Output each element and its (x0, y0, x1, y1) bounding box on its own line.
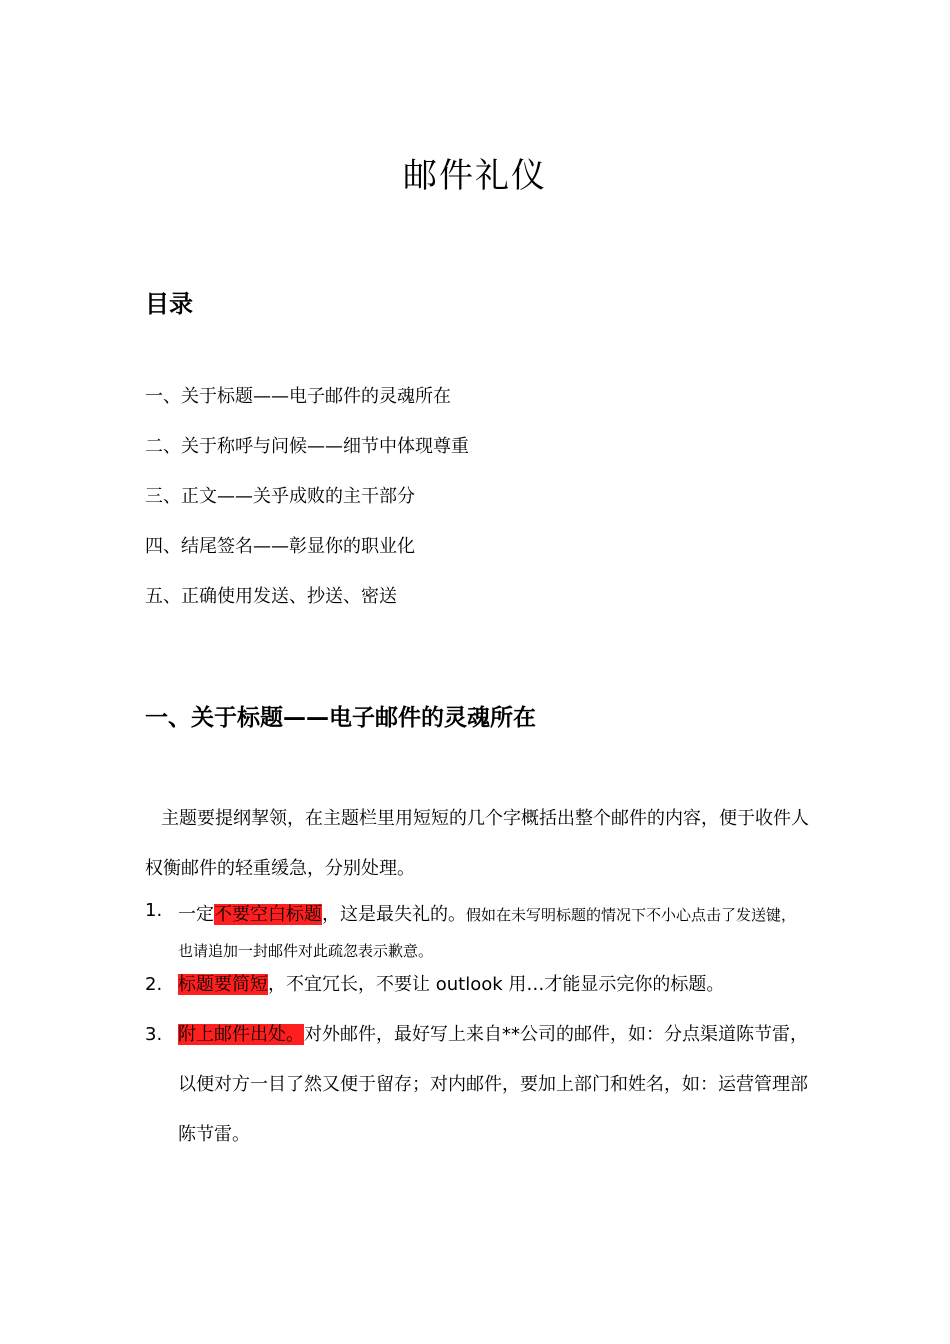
item-number: 2. (145, 974, 163, 995)
toc-item: 四、结尾签名——彰显你的职业化 (145, 536, 415, 557)
toc-item: 五、正确使用发送、抄送、密送 (145, 586, 397, 607)
highlighted-phrase: 标题要简短 (178, 974, 268, 995)
item-text-rest: 对外邮件，最好写上来自**公司的邮件，如：分点渠道陈节雷，以便对方一目了然又便于留存；对内邮件，要加上部门和姓名，如：运营管理部陈节雷。 (178, 1024, 808, 1145)
toc-heading: 目录 (145, 290, 193, 318)
highlighted-phrase: 附上邮件出处。 (178, 1024, 304, 1045)
item-text-middle: ，这是最失礼的。 (322, 904, 466, 925)
section-heading: 一、关于标题——电子邮件的灵魂所在 (145, 705, 536, 731)
document-title: 邮件礼仪 (403, 156, 547, 196)
item-text (178, 971, 810, 999)
toc-item: 三、正文——关乎成败的主干部分 (145, 486, 415, 507)
item-text-lead: 一定 (178, 904, 214, 925)
item-text-rest: 假如在未写明标题的情况下不小心点击了发送键，也请追加一封邮件对此疏忽表示歉意。 (178, 906, 797, 960)
toc-list (145, 383, 469, 633)
item-number: 3. (145, 1024, 163, 1045)
toc-item: 一、关于标题——电子邮件的灵魂所在 (145, 386, 451, 407)
numbered-item (145, 1021, 810, 1160)
toc-item: 二、关于称呼与问候——细节中体现尊重 (145, 436, 469, 457)
item-number: 1. (145, 900, 163, 921)
item-text (178, 1010, 810, 1160)
item-text (178, 897, 810, 969)
section-intro-paragraph: 主题要提纲挈领，在主题栏里用短短的几个字概括出整个邮件的内容，便于收件人权衡邮件的轻重缓急，分别处理。 (145, 808, 809, 879)
item-text-rest: ，不宜冗长，不要让 outlook 用…才能显示完你的标题。 (268, 974, 725, 995)
highlighted-phrase: 不要空白标题 (214, 904, 322, 925)
numbered-item (145, 897, 810, 969)
numbered-item (145, 971, 810, 999)
